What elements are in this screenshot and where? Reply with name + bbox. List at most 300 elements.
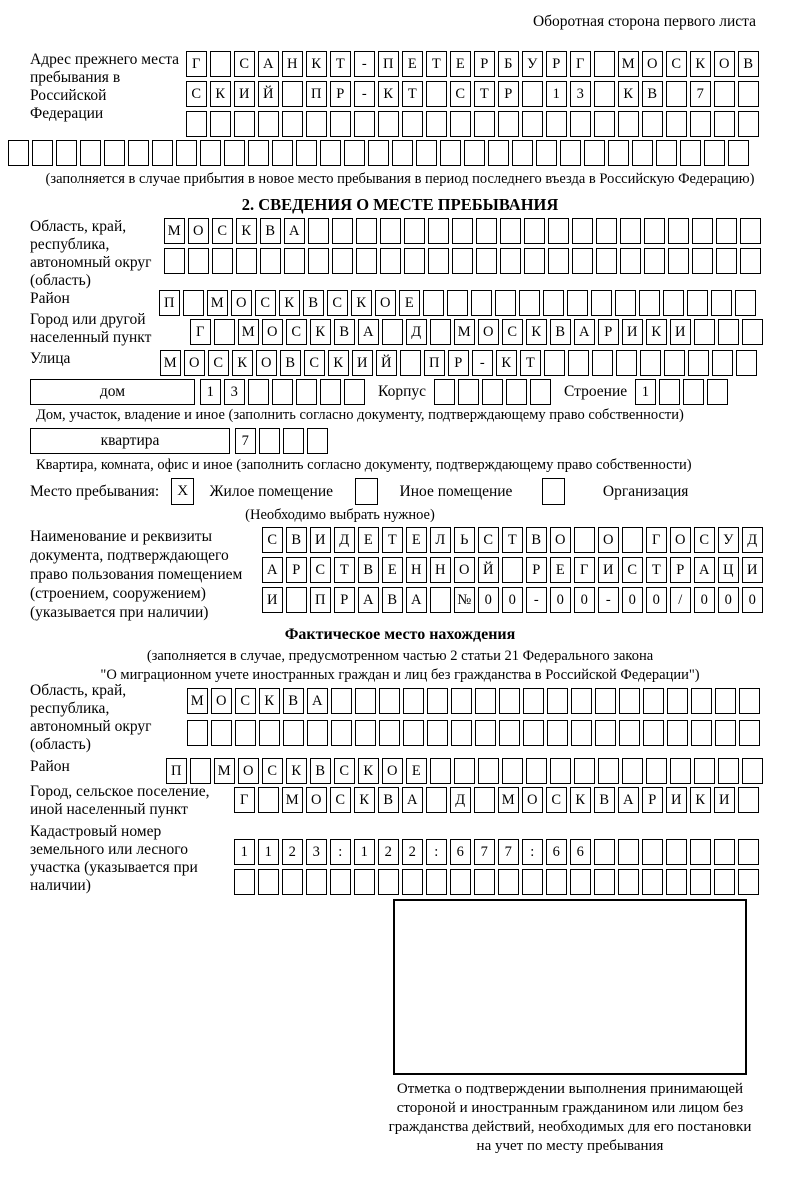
char-cell[interactable]: К (378, 81, 399, 107)
char-cell[interactable] (546, 869, 567, 895)
char-cell[interactable] (428, 248, 449, 274)
char-cell[interactable]: К (279, 290, 300, 316)
char-cell[interactable]: М (160, 350, 181, 376)
char-cell[interactable]: Й (376, 350, 397, 376)
char-cell[interactable] (475, 720, 496, 746)
char-cell[interactable] (355, 688, 376, 714)
char-cell[interactable] (403, 688, 424, 714)
char-cell[interactable]: 1 (258, 839, 279, 865)
char-cell[interactable]: С (255, 290, 276, 316)
char-cell[interactable]: № (454, 587, 475, 613)
char-cell[interactable]: П (166, 758, 187, 784)
char-cell[interactable] (692, 248, 713, 274)
char-cell[interactable] (188, 248, 209, 274)
char-cell[interactable]: Е (450, 51, 471, 77)
char-cell[interactable] (742, 758, 763, 784)
char-cell[interactable] (594, 81, 615, 107)
char-cell[interactable] (210, 51, 231, 77)
char-cell[interactable]: 1 (200, 379, 221, 405)
char-cell[interactable]: С (666, 51, 687, 77)
char-cell[interactable]: В (310, 758, 331, 784)
char-cell[interactable]: О (642, 51, 663, 77)
char-cell[interactable]: Р (670, 557, 691, 583)
char-cell[interactable]: Р (448, 350, 469, 376)
char-cell[interactable] (714, 839, 735, 865)
char-cell[interactable]: А (358, 587, 379, 613)
char-cell[interactable] (402, 111, 423, 137)
char-cell[interactable]: К (690, 51, 711, 77)
char-cell[interactable] (718, 319, 739, 345)
char-cell[interactable] (548, 248, 569, 274)
char-cell[interactable] (248, 140, 269, 166)
char-cell[interactable] (644, 218, 665, 244)
char-cell[interactable] (547, 720, 568, 746)
char-cell[interactable]: О (184, 350, 205, 376)
char-cell[interactable]: 1 (546, 81, 567, 107)
char-cell[interactable] (523, 720, 544, 746)
char-cell[interactable]: В (382, 587, 403, 613)
char-cell[interactable]: 0 (718, 587, 739, 613)
char-cell[interactable] (260, 248, 281, 274)
char-cell[interactable] (282, 869, 303, 895)
char-cell[interactable]: И (742, 557, 763, 583)
char-cell[interactable]: О (478, 319, 499, 345)
char-cell[interactable]: О (188, 218, 209, 244)
char-cell[interactable] (512, 140, 533, 166)
char-cell[interactable]: Г (190, 319, 211, 345)
char-cell[interactable]: Й (478, 557, 499, 583)
char-cell[interactable] (499, 688, 520, 714)
char-cell[interactable]: К (526, 319, 547, 345)
char-cell[interactable] (704, 140, 725, 166)
char-cell[interactable] (574, 758, 595, 784)
char-cell[interactable]: М (618, 51, 639, 77)
char-cell[interactable]: К (354, 787, 375, 813)
char-cell[interactable]: У (718, 527, 739, 553)
char-cell[interactable] (190, 758, 211, 784)
char-cell[interactable] (568, 350, 589, 376)
char-cell[interactable] (186, 111, 207, 137)
char-cell[interactable] (618, 869, 639, 895)
char-cell[interactable] (306, 869, 327, 895)
char-cell[interactable]: 2 (402, 839, 423, 865)
char-cell[interactable] (380, 218, 401, 244)
char-cell[interactable]: 0 (550, 587, 571, 613)
char-cell[interactable]: : (330, 839, 351, 865)
char-cell[interactable]: Е (406, 527, 427, 553)
char-cell[interactable] (643, 720, 664, 746)
char-cell[interactable] (526, 758, 547, 784)
char-cell[interactable] (478, 758, 499, 784)
char-cell[interactable] (738, 81, 759, 107)
char-cell[interactable] (622, 758, 643, 784)
char-cell[interactable] (404, 218, 425, 244)
char-cell[interactable] (426, 787, 447, 813)
char-cell[interactable]: Е (358, 527, 379, 553)
char-cell[interactable]: 7 (474, 839, 495, 865)
char-cell[interactable] (715, 688, 736, 714)
char-cell[interactable]: М (282, 787, 303, 813)
char-cell[interactable] (452, 218, 473, 244)
char-cell[interactable]: Р (334, 587, 355, 613)
char-cell[interactable]: 1 (234, 839, 255, 865)
char-cell[interactable] (728, 140, 749, 166)
char-cell[interactable] (296, 140, 317, 166)
char-cell[interactable] (476, 248, 497, 274)
char-cell[interactable]: И (262, 587, 283, 613)
char-cell[interactable] (735, 290, 756, 316)
char-cell[interactable]: Н (430, 557, 451, 583)
char-cell[interactable]: К (310, 319, 331, 345)
char-cell[interactable] (284, 248, 305, 274)
char-cell[interactable] (502, 557, 523, 583)
char-cell[interactable] (547, 688, 568, 714)
char-cell[interactable] (620, 218, 641, 244)
char-cell[interactable] (656, 140, 677, 166)
char-cell[interactable] (32, 140, 53, 166)
char-cell[interactable]: Т (646, 557, 667, 583)
char-cell[interactable] (495, 290, 516, 316)
char-cell[interactable]: А (262, 557, 283, 583)
char-cell[interactable]: Д (406, 319, 427, 345)
char-cell[interactable] (619, 720, 640, 746)
char-cell[interactable] (200, 140, 221, 166)
char-cell[interactable]: В (280, 350, 301, 376)
char-cell[interactable] (522, 81, 543, 107)
char-cell[interactable]: Т (402, 81, 423, 107)
char-cell[interactable] (742, 319, 763, 345)
char-cell[interactable] (354, 111, 375, 137)
char-cell[interactable] (595, 720, 616, 746)
char-cell[interactable] (379, 688, 400, 714)
char-cell[interactable] (282, 81, 303, 107)
char-cell[interactable] (738, 787, 759, 813)
char-cell[interactable]: М (454, 319, 475, 345)
char-cell[interactable] (707, 379, 728, 405)
char-cell[interactable] (307, 720, 328, 746)
char-cell[interactable] (56, 140, 77, 166)
char-cell[interactable] (739, 720, 760, 746)
char-cell[interactable] (530, 379, 551, 405)
char-cell[interactable]: 0 (574, 587, 595, 613)
char-cell[interactable] (714, 869, 735, 895)
char-cell[interactable] (536, 140, 557, 166)
char-cell[interactable]: С (546, 787, 567, 813)
char-cell[interactable]: О (375, 290, 396, 316)
char-cell[interactable]: О (306, 787, 327, 813)
char-cell[interactable] (428, 218, 449, 244)
char-cell[interactable] (488, 140, 509, 166)
char-cell[interactable] (690, 839, 711, 865)
char-cell[interactable]: О (382, 758, 403, 784)
char-cell[interactable]: С (235, 688, 256, 714)
char-cell[interactable]: К (358, 758, 379, 784)
char-cell[interactable] (258, 787, 279, 813)
char-cell[interactable] (500, 248, 521, 274)
char-cell[interactable] (618, 839, 639, 865)
char-cell[interactable] (716, 248, 737, 274)
char-cell[interactable]: Г (646, 527, 667, 553)
char-cell[interactable] (471, 290, 492, 316)
char-cell[interactable] (259, 428, 280, 454)
char-cell[interactable] (683, 379, 704, 405)
char-cell[interactable]: Е (382, 557, 403, 583)
char-cell[interactable]: К (259, 688, 280, 714)
char-cell[interactable] (152, 140, 173, 166)
char-cell[interactable]: М (187, 688, 208, 714)
char-cell[interactable]: В (286, 527, 307, 553)
char-cell[interactable] (330, 869, 351, 895)
char-cell[interactable] (522, 111, 543, 137)
char-cell[interactable] (663, 290, 684, 316)
char-cell[interactable]: У (522, 51, 543, 77)
char-cell[interactable] (356, 218, 377, 244)
char-cell[interactable] (594, 869, 615, 895)
char-cell[interactable] (548, 218, 569, 244)
char-cell[interactable] (187, 720, 208, 746)
char-cell[interactable] (234, 111, 255, 137)
char-cell[interactable]: 0 (502, 587, 523, 613)
char-cell[interactable] (296, 379, 317, 405)
char-cell[interactable]: Н (406, 557, 427, 583)
char-cell[interactable]: Ц (718, 557, 739, 583)
char-cell[interactable] (664, 350, 685, 376)
char-cell[interactable] (400, 350, 421, 376)
char-cell[interactable] (331, 688, 352, 714)
char-cell[interactable] (616, 350, 637, 376)
char-cell[interactable] (598, 758, 619, 784)
char-cell[interactable]: К (570, 787, 591, 813)
char-cell[interactable] (619, 688, 640, 714)
char-cell[interactable] (332, 218, 353, 244)
char-cell[interactable] (714, 81, 735, 107)
char-cell[interactable] (454, 758, 475, 784)
char-cell[interactable]: С (478, 527, 499, 553)
char-cell[interactable] (642, 111, 663, 137)
char-cell[interactable]: Т (330, 51, 351, 77)
char-cell[interactable] (286, 587, 307, 613)
char-cell[interactable]: С (186, 81, 207, 107)
char-cell[interactable]: : (522, 839, 543, 865)
checkbox-organizatsiya[interactable] (542, 478, 565, 505)
char-cell[interactable]: С (310, 557, 331, 583)
char-cell[interactable] (210, 111, 231, 137)
char-cell[interactable]: Д (450, 787, 471, 813)
char-cell[interactable]: Т (426, 51, 447, 77)
char-cell[interactable] (451, 688, 472, 714)
char-cell[interactable]: О (238, 758, 259, 784)
char-cell[interactable]: П (378, 51, 399, 77)
char-cell[interactable] (450, 111, 471, 137)
char-cell[interactable] (447, 290, 468, 316)
char-cell[interactable] (164, 248, 185, 274)
char-cell[interactable]: О (598, 527, 619, 553)
char-cell[interactable]: Г (234, 787, 255, 813)
char-cell[interactable]: В (260, 218, 281, 244)
char-cell[interactable]: К (618, 81, 639, 107)
char-cell[interactable] (738, 111, 759, 137)
char-cell[interactable] (639, 290, 660, 316)
char-cell[interactable]: М (214, 758, 235, 784)
char-cell[interactable]: - (354, 51, 375, 77)
char-cell[interactable] (688, 350, 709, 376)
char-cell[interactable] (642, 839, 663, 865)
char-cell[interactable]: К (210, 81, 231, 107)
char-cell[interactable] (524, 248, 545, 274)
char-cell[interactable] (736, 350, 757, 376)
char-cell[interactable]: П (424, 350, 445, 376)
char-cell[interactable]: Р (598, 319, 619, 345)
char-cell[interactable]: Т (474, 81, 495, 107)
char-cell[interactable] (570, 111, 591, 137)
char-cell[interactable] (608, 140, 629, 166)
char-cell[interactable]: В (642, 81, 663, 107)
char-cell[interactable]: : (426, 839, 447, 865)
char-cell[interactable]: 0 (694, 587, 715, 613)
char-cell[interactable] (308, 248, 329, 274)
char-cell[interactable]: Р (474, 51, 495, 77)
char-cell[interactable]: 7 (235, 428, 256, 454)
char-cell[interactable]: А (358, 319, 379, 345)
char-cell[interactable]: 1 (635, 379, 656, 405)
char-cell[interactable] (474, 869, 495, 895)
char-cell[interactable] (450, 869, 471, 895)
char-cell[interactable]: С (327, 290, 348, 316)
char-cell[interactable] (519, 290, 540, 316)
char-cell[interactable]: К (351, 290, 372, 316)
char-cell[interactable] (128, 140, 149, 166)
char-cell[interactable]: В (378, 787, 399, 813)
char-cell[interactable]: О (211, 688, 232, 714)
char-cell[interactable]: С (212, 218, 233, 244)
char-cell[interactable]: Р (642, 787, 663, 813)
char-cell[interactable]: В (303, 290, 324, 316)
char-cell[interactable]: Р (286, 557, 307, 583)
char-cell[interactable]: 7 (498, 839, 519, 865)
char-cell[interactable] (234, 869, 255, 895)
char-cell[interactable]: С (694, 527, 715, 553)
char-cell[interactable] (718, 758, 739, 784)
char-cell[interactable] (380, 248, 401, 274)
char-cell[interactable]: В (526, 527, 547, 553)
char-cell[interactable]: О (670, 527, 691, 553)
char-cell[interactable]: Е (550, 557, 571, 583)
char-cell[interactable]: А (402, 787, 423, 813)
char-cell[interactable]: / (670, 587, 691, 613)
char-cell[interactable] (499, 720, 520, 746)
char-cell[interactable] (476, 218, 497, 244)
char-cell[interactable]: А (258, 51, 279, 77)
char-cell[interactable] (474, 787, 495, 813)
char-cell[interactable]: В (358, 557, 379, 583)
char-cell[interactable]: С (208, 350, 229, 376)
checkbox-inoe-pomeshchenie[interactable] (355, 478, 378, 505)
char-cell[interactable]: С (286, 319, 307, 345)
char-cell[interactable] (567, 290, 588, 316)
char-cell[interactable] (378, 111, 399, 137)
char-cell[interactable] (666, 839, 687, 865)
char-cell[interactable] (464, 140, 485, 166)
char-cell[interactable] (320, 140, 341, 166)
char-cell[interactable]: Т (502, 527, 523, 553)
char-cell[interactable]: Р (526, 557, 547, 583)
char-cell[interactable]: Г (574, 557, 595, 583)
char-cell[interactable] (712, 350, 733, 376)
char-cell[interactable] (620, 248, 641, 274)
char-cell[interactable] (306, 111, 327, 137)
char-cell[interactable] (502, 758, 523, 784)
char-cell[interactable] (272, 379, 293, 405)
char-cell[interactable] (615, 290, 636, 316)
char-cell[interactable]: С (262, 758, 283, 784)
char-cell[interactable] (224, 140, 245, 166)
char-cell[interactable]: А (694, 557, 715, 583)
char-cell[interactable]: К (690, 787, 711, 813)
char-cell[interactable] (283, 428, 304, 454)
char-cell[interactable] (680, 140, 701, 166)
char-cell[interactable]: П (306, 81, 327, 107)
char-cell[interactable] (283, 720, 304, 746)
char-cell[interactable] (403, 720, 424, 746)
char-cell[interactable]: А (406, 587, 427, 613)
char-cell[interactable] (426, 81, 447, 107)
char-cell[interactable]: В (550, 319, 571, 345)
char-cell[interactable]: Н (282, 51, 303, 77)
char-cell[interactable] (594, 51, 615, 77)
char-cell[interactable] (430, 319, 451, 345)
char-cell[interactable]: 3 (306, 839, 327, 865)
char-cell[interactable]: А (284, 218, 305, 244)
char-cell[interactable] (668, 248, 689, 274)
char-cell[interactable]: И (714, 787, 735, 813)
char-cell[interactable]: С (262, 527, 283, 553)
char-cell[interactable] (474, 111, 495, 137)
char-cell[interactable]: 6 (570, 839, 591, 865)
char-cell[interactable]: В (334, 319, 355, 345)
char-cell[interactable] (427, 720, 448, 746)
char-cell[interactable] (594, 839, 615, 865)
char-cell[interactable]: Е (399, 290, 420, 316)
char-cell[interactable]: К (232, 350, 253, 376)
char-cell[interactable] (176, 140, 197, 166)
char-cell[interactable]: О (231, 290, 252, 316)
char-cell[interactable]: 2 (378, 839, 399, 865)
char-cell[interactable]: Г (570, 51, 591, 77)
char-cell[interactable] (668, 218, 689, 244)
char-cell[interactable]: Л (430, 527, 451, 553)
char-cell[interactable]: О (550, 527, 571, 553)
char-cell[interactable] (667, 720, 688, 746)
char-cell[interactable] (258, 869, 279, 895)
char-cell[interactable]: - (354, 81, 375, 107)
char-cell[interactable]: С (450, 81, 471, 107)
char-cell[interactable]: 3 (570, 81, 591, 107)
char-cell[interactable] (8, 140, 29, 166)
char-cell[interactable]: Д (742, 527, 763, 553)
char-cell[interactable] (307, 428, 328, 454)
char-cell[interactable]: Й (258, 81, 279, 107)
char-cell[interactable]: - (526, 587, 547, 613)
char-cell[interactable]: Р (330, 81, 351, 107)
char-cell[interactable]: Ь (454, 527, 475, 553)
char-cell[interactable] (80, 140, 101, 166)
char-cell[interactable]: О (454, 557, 475, 583)
char-cell[interactable]: И (622, 319, 643, 345)
char-cell[interactable]: 1 (354, 839, 375, 865)
char-cell[interactable]: М (498, 787, 519, 813)
char-cell[interactable]: К (286, 758, 307, 784)
char-cell[interactable]: О (522, 787, 543, 813)
